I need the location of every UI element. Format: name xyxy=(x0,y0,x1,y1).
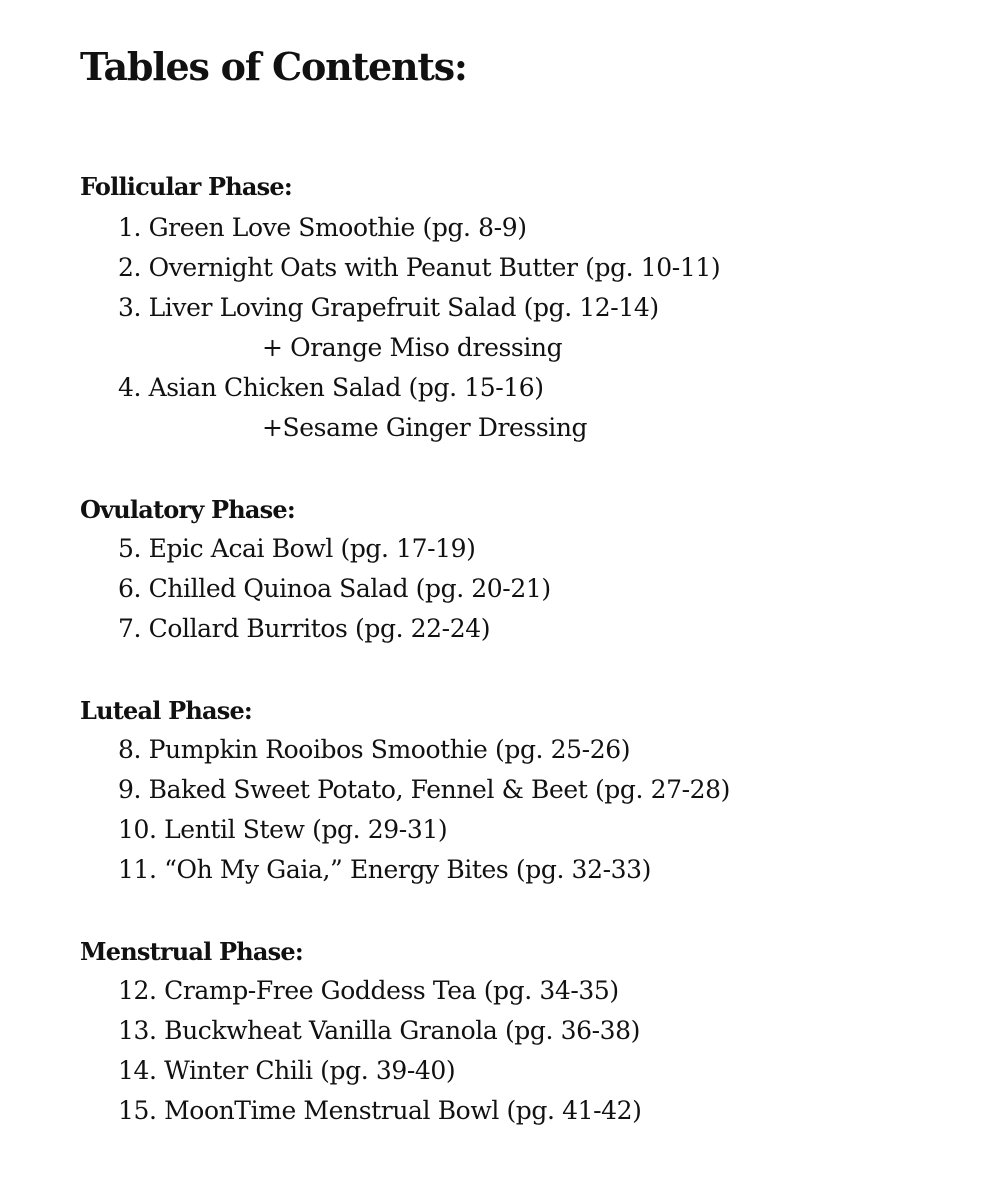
toc-entry: 13. Buckwheat Vanilla Granola (pg. 36-38) xyxy=(118,1016,641,1045)
toc-entry: 3. Liver Loving Grapefruit Salad (pg. 12-14) xyxy=(118,293,659,322)
toc-entry: 12. Cramp-Free Goddess Tea (pg. 34-35) xyxy=(118,976,619,1005)
section-heading-ovulatory: Ovulatory Phase: xyxy=(80,495,295,524)
section-heading-luteal: Luteal Phase: xyxy=(80,696,252,725)
toc-entry: 15. MoonTime Menstrual Bowl (pg. 41-42) xyxy=(118,1096,642,1125)
toc-entry: 7. Collard Burritos (pg. 22-24) xyxy=(118,614,491,643)
toc-subentry: + Orange Miso dressing xyxy=(262,333,563,362)
toc-subentry: +Sesame Ginger Dressing xyxy=(262,413,588,442)
toc-entry: 10. Lentil Stew (pg. 29-31) xyxy=(118,815,448,844)
toc-entry: 8. Pumpkin Rooibos Smoothie (pg. 25-26) xyxy=(118,735,631,764)
toc-entry: 6. Chilled Quinoa Salad (pg. 20-21) xyxy=(118,574,551,603)
section-heading-follicular: Follicular Phase: xyxy=(80,172,292,201)
toc-entry: 14. Winter Chili (pg. 39-40) xyxy=(118,1056,456,1085)
toc-entry: 2. Overnight Oats with Peanut Butter (pg. 10-11) xyxy=(118,253,721,282)
toc-entry: 1. Green Love Smoothie (pg. 8-9) xyxy=(118,213,527,242)
toc-entry: 4. Asian Chicken Salad (pg. 15-16) xyxy=(118,373,544,402)
toc-entry: 5. Epic Acai Bowl (pg. 17-19) xyxy=(118,534,476,563)
section-heading-menstrual: Menstrual Phase: xyxy=(80,937,303,966)
toc-entry: 11. “Oh My Gaia,” Energy Bites (pg. 32-33) xyxy=(118,855,651,884)
page-title: Tables of Contents: xyxy=(80,44,467,89)
toc-entry: 9. Baked Sweet Potato, Fennel & Beet (pg. 27-28) xyxy=(118,775,731,804)
